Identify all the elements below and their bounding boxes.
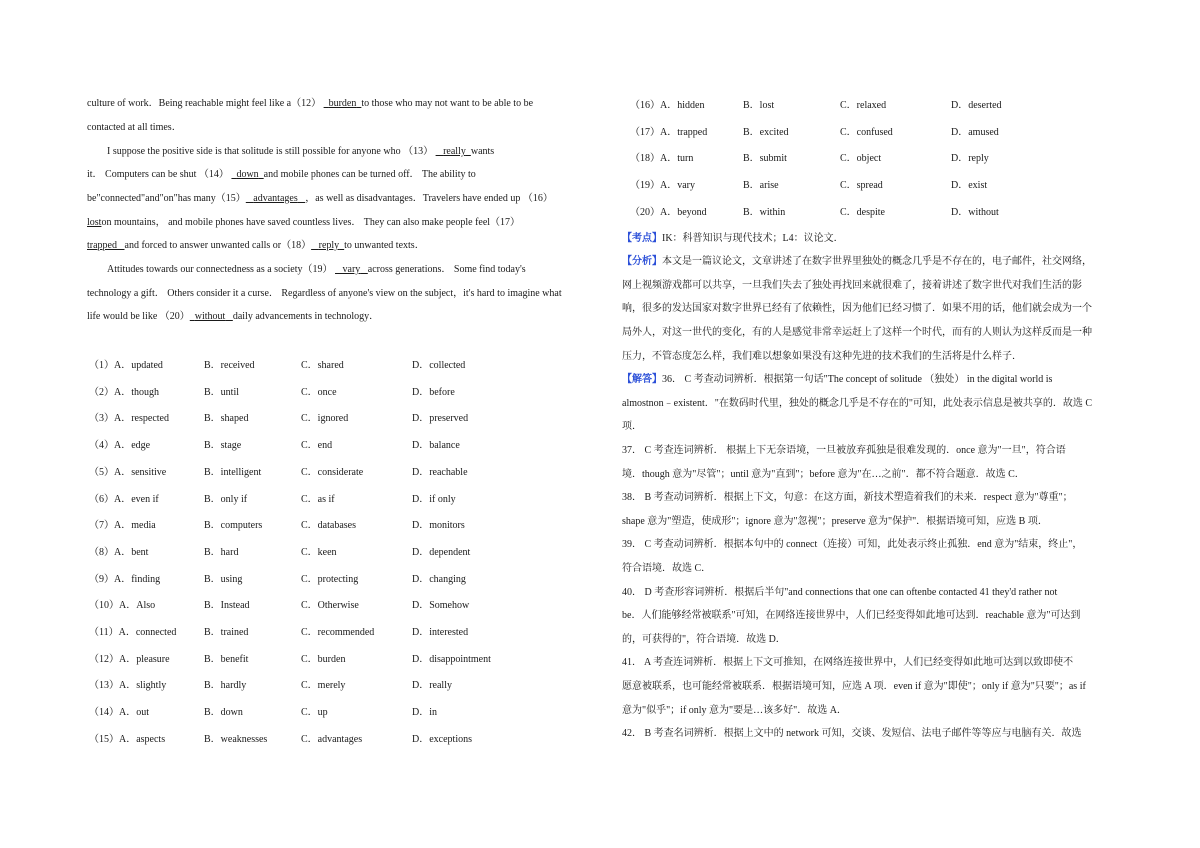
option-d-q2: D．before bbox=[412, 386, 455, 398]
analysis-fenxi-1 bbox=[622, 255, 1092, 268]
option-b-q19: B．arise bbox=[743, 180, 779, 192]
answer-38-line-2: shape 意为"塑造，使成形"；ignore 意为"忽视"；preserve 意为"保护"．根据语境可知，应选 B 项． bbox=[622, 516, 1048, 527]
option-d-q20: D．without bbox=[951, 206, 999, 218]
option-b-q17: B．excited bbox=[743, 126, 789, 138]
passage-text: culture of work．Being reachable might feel like a（12） bbox=[87, 98, 322, 109]
option-a-q8: （8）A．bent bbox=[89, 546, 149, 558]
answer-39-line-1: 39． C 考查动词辨析．根据本句中的 connect（连接）可知，此处表示终止孤独．end 意为"结束，终止"， bbox=[622, 539, 1083, 550]
answer-blank-16: lost bbox=[87, 217, 102, 228]
option-a-q3: （3）A．respected bbox=[89, 413, 169, 425]
option-c-q12: C．burden bbox=[301, 653, 346, 665]
option-c-q19: C．spread bbox=[840, 180, 883, 192]
option-b-q7: B．computers bbox=[204, 520, 263, 532]
option-b-q3: B．shaped bbox=[204, 413, 249, 425]
option-a-q5: （5）A．sensitive bbox=[89, 466, 167, 478]
answer-40-line-2: be．人们能够经常被联系"可知，在网络连接世界中，人们已经变得如此地可达到．reachable 意为"可达到 bbox=[622, 610, 1081, 621]
option-a-q9: （9）A．finding bbox=[89, 573, 161, 585]
passage-text: be"connected"and"on"has many（15） bbox=[87, 193, 246, 204]
option-c-q6: C．as if bbox=[301, 493, 335, 505]
option-b-q20: B．within bbox=[743, 206, 786, 218]
option-a-q14: （14）A．out bbox=[89, 707, 149, 719]
passage-text: on mountains， and mobile phones have saved countless lives． They can also make people feel（17） bbox=[101, 217, 521, 228]
passage-text: ，as well as disadvantages．Travelers have ended up （16） bbox=[305, 193, 553, 204]
answer-39-line-2: 符合语境．故选 C． bbox=[622, 563, 712, 574]
option-d-q10: D．Somehow bbox=[412, 600, 470, 612]
answer-37-line-1: 37． C 考查连词辨析． 根据上下无奈语境，一旦被放弃孤独是很难发现的．once 意为"一旦"，符合语 bbox=[622, 445, 1066, 456]
answer-40-line-1: 40． D 考查形容词辨析．根据后半句"and connections that one can oftenbe contacted 41 they'd rather not bbox=[622, 587, 1058, 598]
answer-41-line-1: 41． A 考查连词辨析．根据上下文可推知，在网络连接世界中，人们已经变得如此地可达到以致即使不 bbox=[622, 657, 1074, 668]
answer-42-line-1: 42． B 考查名词辨析．根据上文中的 network 可知，交谈、发短信、法电子邮件等等应与电脑有关．故选 bbox=[622, 728, 1082, 739]
option-b-q15: B．weaknesses bbox=[204, 733, 268, 745]
option-b-q2: B．until bbox=[204, 386, 240, 398]
option-c-q2: C．once bbox=[301, 386, 337, 398]
option-c-q17: C．confused bbox=[840, 126, 893, 138]
option-c-q10: C．Otherwise bbox=[301, 600, 359, 612]
option-c-q18: C．object bbox=[840, 153, 882, 165]
option-c-q8: C．keen bbox=[301, 546, 337, 558]
option-d-q19: D．exist bbox=[951, 180, 988, 192]
option-b-q1: B．received bbox=[204, 360, 255, 371]
option-b-q11: B．trained bbox=[204, 627, 249, 638]
passage-text: I suppose the positive side is that solitude is still possible for anyone who （13） bbox=[107, 146, 434, 157]
answer-38-line-1: 38． B 考查动词辨析．根据上下文，句意：在这方面，新技术塑造着我们的未来．respect 意为"尊重"； bbox=[622, 492, 1073, 503]
passage-text: and forced to answer unwanted calls or（18） bbox=[124, 240, 312, 251]
kaodian-text: IK：科普知识与现代技术；L4：议论文． bbox=[662, 233, 844, 244]
option-a-q4: （4）A．edge bbox=[89, 440, 151, 452]
option-a-q2: （2）A．though bbox=[89, 386, 159, 398]
option-c-q1: C．shared bbox=[301, 360, 344, 371]
option-c-q13: C．merely bbox=[301, 680, 346, 692]
option-c-q16: C．relaxed bbox=[840, 100, 887, 111]
analysis-fenxi-5: 压力，不管态度怎么样，我们难以想象如果没有这种先进的技术我们的生活将是什么样子． bbox=[622, 351, 1022, 362]
jieda-text: 36． C 考查动词辨析．根据第一句话"The concept of solitude （独处） in the digital world is bbox=[662, 374, 1053, 385]
option-d-q1: D．collected bbox=[412, 360, 466, 371]
passage-line-10 bbox=[87, 310, 379, 323]
option-c-q7: C．databases bbox=[301, 520, 356, 532]
option-b-q10: B．Instead bbox=[204, 600, 250, 612]
option-d-q15: D．exceptions bbox=[412, 733, 472, 745]
passage-text: contacted at all times． bbox=[87, 122, 182, 133]
answer-blank-14: down bbox=[236, 169, 259, 180]
answer-37-line-2: 境．though 意为"尽管"；until 意为"直到"；before 意为"在…之前"．都不符合题意．故选 C． bbox=[622, 469, 1025, 480]
option-a-q17: （17）A．trapped bbox=[630, 126, 708, 138]
option-a-q7: （7）A．media bbox=[89, 520, 156, 532]
option-b-q8: B．hard bbox=[204, 546, 239, 558]
option-b-q16: B．lost bbox=[743, 100, 775, 111]
option-a-q6: （6）A．even if bbox=[89, 493, 159, 505]
passage-text: to unwanted texts． bbox=[344, 240, 425, 251]
option-c-q15: C．advantages bbox=[301, 733, 363, 745]
answer-blank-20: without bbox=[194, 311, 226, 322]
answer-blank-19: vary bbox=[342, 264, 361, 275]
jieda-tag: 【解答】 bbox=[622, 374, 662, 385]
option-a-q10: （10）A．Also bbox=[89, 600, 156, 612]
option-b-q6: B．only if bbox=[204, 493, 248, 505]
passage-line-8 bbox=[107, 263, 526, 276]
passage-text: life would be like （20） bbox=[87, 311, 190, 322]
fenxi-text: 本文是一篇议论文，文章讲述了在数字世界里独处的概念几乎是不存在的，电子邮件，社交网络， bbox=[662, 256, 1092, 267]
option-a-q11: （11）A．connected bbox=[89, 627, 177, 638]
option-a-q15: （15）A．aspects bbox=[89, 733, 166, 745]
fenxi-tag: 【分析】 bbox=[622, 256, 662, 267]
option-c-q4: C．end bbox=[301, 440, 333, 452]
option-a-q20: （20）A．beyond bbox=[630, 206, 707, 218]
passage-line-2 bbox=[87, 121, 182, 134]
answer-blank-13: really bbox=[443, 146, 466, 157]
option-b-q5: B．intelligent bbox=[204, 466, 262, 478]
option-a-q13: （13）A．slightly bbox=[89, 680, 167, 692]
option-a-q16: （16）A．hidden bbox=[630, 100, 705, 111]
analysis-fenxi-4: 局外人，对这一世代的变化，有的人是感觉非常幸运赶上了这样一个时代，而有的人则认为这样反而是一种 bbox=[622, 327, 1092, 338]
passage-text: and mobile phones can be turned off． The ability to bbox=[263, 169, 476, 180]
option-c-q9: C．protecting bbox=[301, 573, 359, 585]
analysis-jieda-2: almostnon﹣existent．"在数码时代里，独处的概念几乎是不存在的"可知，此处表示信息是被共享的．故选 C bbox=[622, 398, 1093, 409]
option-c-q20: C．despite bbox=[840, 206, 885, 218]
option-d-q12: D．disappointment bbox=[412, 653, 491, 665]
passage-line-6 bbox=[87, 216, 520, 229]
option-c-q11: C．recommended bbox=[301, 627, 375, 638]
passage-text: technology a gift． Others consider it a curse． Regardless of anyone's view on the subject，it's hard to imagine what bbox=[87, 288, 562, 299]
passage-text: daily advancements in technology． bbox=[232, 311, 380, 322]
passage-text: across generations． Some find today's bbox=[367, 264, 526, 275]
option-d-q7: D．monitors bbox=[412, 520, 465, 532]
kaodian-tag: 【考点】 bbox=[622, 233, 662, 244]
option-d-q4: D．balance bbox=[412, 440, 460, 452]
option-d-q16: D．deserted bbox=[951, 100, 1002, 111]
option-d-q3: D．preserved bbox=[412, 413, 469, 425]
passage-line-1 bbox=[87, 97, 533, 110]
analysis-jieda-1 bbox=[622, 373, 1052, 386]
passage-text: it． Computers can be shut （14） bbox=[87, 169, 229, 180]
analysis-kaodian bbox=[622, 232, 844, 245]
answer-40-line-3: 的，可获得的"，符合语境．故选 D． bbox=[622, 634, 786, 645]
option-d-q9: D．changing bbox=[412, 573, 466, 585]
option-d-q14: D．in bbox=[412, 707, 437, 719]
option-c-q3: C．ignored bbox=[301, 413, 349, 425]
option-d-q8: D．dependent bbox=[412, 546, 471, 558]
option-b-q9: B．using bbox=[204, 573, 243, 585]
option-a-q1: （1）A．updated bbox=[89, 360, 163, 371]
option-d-q5: D．reachable bbox=[412, 466, 468, 478]
option-b-q14: B．down bbox=[204, 707, 243, 719]
passage-line-3 bbox=[107, 145, 494, 158]
passage-line-7 bbox=[87, 239, 425, 252]
answer-blank-17: trapped bbox=[87, 240, 117, 251]
analysis-fenxi-2: 网上视频游戏都可以共享，一旦我们失去了独处再找回来就很难了，接着讲述了数字世代对我们生活的影 bbox=[622, 280, 1082, 291]
answer-blank-15: advantages bbox=[253, 193, 298, 204]
option-a-q12: （12）A．pleasure bbox=[89, 653, 170, 665]
option-b-q13: B．hardly bbox=[204, 680, 247, 692]
analysis-jieda-3: 项． bbox=[622, 421, 642, 432]
option-b-q4: B．stage bbox=[204, 440, 242, 452]
option-a-q18: （18）A．turn bbox=[630, 153, 694, 165]
answer-41-line-3: 意为"似乎"；if only 意为"要是…该多好"．故选 A． bbox=[622, 705, 847, 716]
passage-line-5 bbox=[87, 192, 553, 205]
analysis-fenxi-3: 响，很多的发达国家对数字世界已经有了依赖性，因为他们已经习惯了．如果不用的话，他们就会成为一个 bbox=[622, 303, 1092, 314]
passage-text: wants bbox=[470, 146, 495, 157]
answer-blank-12: burden bbox=[328, 98, 357, 109]
option-d-q11: D．interested bbox=[412, 627, 469, 638]
option-c-q14: C．up bbox=[301, 707, 328, 719]
option-b-q18: B．submit bbox=[743, 153, 787, 165]
option-c-q5: C．considerate bbox=[301, 466, 364, 478]
answer-41-line-2: 愿意被联系，也可能经常被联系．根据语境可知，应选 A 项．even if 意为"即使"；only if 意为"只要"；as if bbox=[622, 681, 1086, 692]
option-a-q19: （19）A．vary bbox=[630, 180, 695, 192]
option-d-q17: D．amused bbox=[951, 126, 999, 138]
option-d-q6: D．if only bbox=[412, 493, 456, 505]
answer-blank-18: reply bbox=[318, 240, 340, 251]
option-b-q12: B．benefit bbox=[204, 653, 249, 665]
option-d-q13: D．really bbox=[412, 680, 452, 692]
option-d-q18: D．reply bbox=[951, 153, 989, 165]
passage-line-9 bbox=[87, 287, 562, 300]
passage-text: Attitudes towards our connectedness as a society（19） bbox=[107, 264, 333, 275]
passage-line-4 bbox=[87, 168, 476, 181]
passage-text: to those who may not want to be able to be bbox=[361, 98, 534, 109]
